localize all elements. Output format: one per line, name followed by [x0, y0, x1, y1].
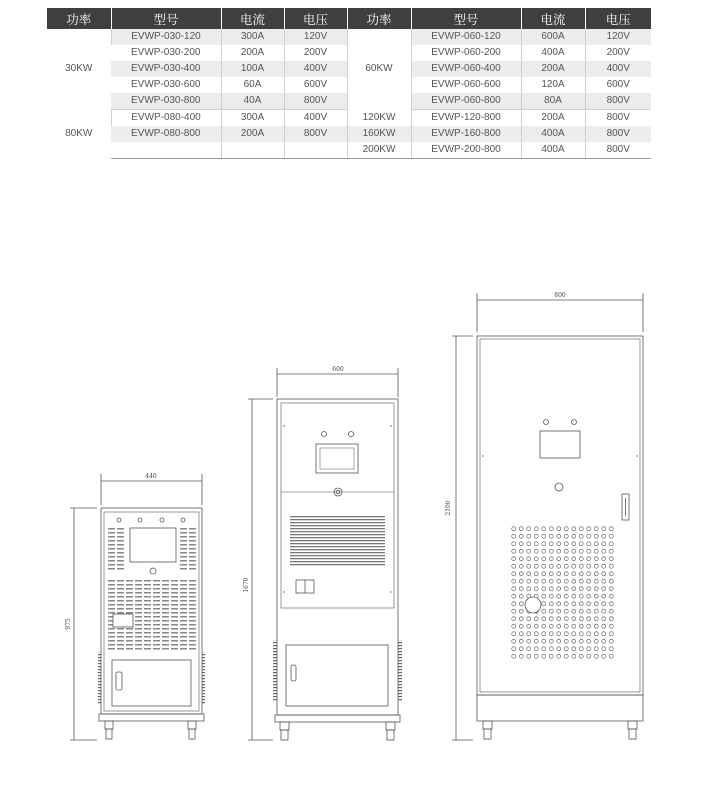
header-model-left: 型号: [111, 8, 221, 29]
model-cell: EVWP-060-200: [411, 45, 521, 61]
header-current-left: 电流: [221, 8, 284, 29]
voltage-cell: 800V: [585, 142, 651, 159]
current-cell: 300A: [221, 29, 284, 45]
model-cell: EVWP-030-800: [111, 93, 221, 110]
model-cell: EVWP-030-200: [111, 45, 221, 61]
current-cell: 200A: [521, 61, 585, 77]
model-cell: EVWP-030-120: [111, 29, 221, 45]
current-cell: 200A: [221, 126, 284, 142]
current-cell: 100A: [221, 61, 284, 77]
header-voltage-right: 电压: [585, 8, 651, 29]
header-model-right: 型号: [411, 8, 521, 29]
model-cell: EVWP-030-600: [111, 77, 221, 93]
current-cell: 300A: [221, 110, 284, 127]
voltage-cell: 120V: [585, 29, 651, 45]
voltage-cell: 800V: [585, 126, 651, 142]
power-cell: 120KW: [347, 110, 411, 127]
voltage-cell: 120V: [284, 29, 347, 45]
model-cell: EVWP-060-120: [411, 29, 521, 45]
current-cell: 400A: [521, 45, 585, 61]
power-cell: 200KW: [347, 142, 411, 159]
header-voltage-left: 电压: [284, 8, 347, 29]
power-cell: 160KW: [347, 126, 411, 142]
current-cell: 40A: [221, 93, 284, 110]
large-cabinet: [445, 292, 643, 740]
voltage-cell: 200V: [585, 45, 651, 61]
current-cell: 200A: [521, 110, 585, 127]
current-cell: 60A: [221, 77, 284, 93]
large-height-label: 2100: [445, 500, 452, 516]
header-current-right: 电流: [521, 8, 585, 29]
voltage-cell: 800V: [585, 110, 651, 127]
model-cell: EVWP-030-400: [111, 61, 221, 77]
large-width-label: 800: [554, 292, 566, 299]
model-cell: EVWP-060-600: [411, 77, 521, 93]
model-cell: EVWP-080-400: [111, 110, 221, 127]
voltage-cell: 600V: [585, 77, 651, 93]
voltage-cell: 800V: [585, 93, 651, 110]
voltage-cell: 400V: [284, 110, 347, 127]
voltage-cell: 800V: [284, 126, 347, 142]
model-cell: EVWP-160-800: [411, 126, 521, 142]
current-cell: 120A: [521, 77, 585, 93]
current-cell: 400A: [521, 142, 585, 159]
current-cell: 200A: [221, 45, 284, 61]
small-height-label: 975: [65, 618, 72, 630]
current-cell: 80A: [521, 93, 585, 110]
power-cell: 30KW: [47, 29, 111, 110]
voltage-cell: 600V: [284, 77, 347, 93]
voltage-cell: 800V: [284, 93, 347, 110]
small-cabinet: [65, 473, 205, 740]
power-cell: 60KW: [347, 29, 411, 110]
power-cell: 80KW: [47, 110, 111, 159]
model-cell: EVWP-080-800: [111, 126, 221, 142]
voltage-cell: 400V: [284, 61, 347, 77]
medium-cabinet: [243, 366, 402, 740]
model-cell: EVWP-060-400: [411, 61, 521, 77]
current-cell: 400A: [521, 126, 585, 142]
header-power-left: 功率: [47, 8, 111, 29]
voltage-cell: 400V: [585, 61, 651, 77]
current-cell: 600A: [521, 29, 585, 45]
header-power-right: 功率: [347, 8, 411, 29]
model-cell: EVWP-120-800: [411, 110, 521, 127]
model-cell: EVWP-060-800: [411, 93, 521, 110]
voltage-cell: 200V: [284, 45, 347, 61]
medium-width-label: 600: [332, 366, 344, 373]
small-width-label: 440: [145, 473, 157, 480]
medium-height-label: 1670: [243, 577, 250, 593]
model-cell: EVWP-200-800: [411, 142, 521, 159]
